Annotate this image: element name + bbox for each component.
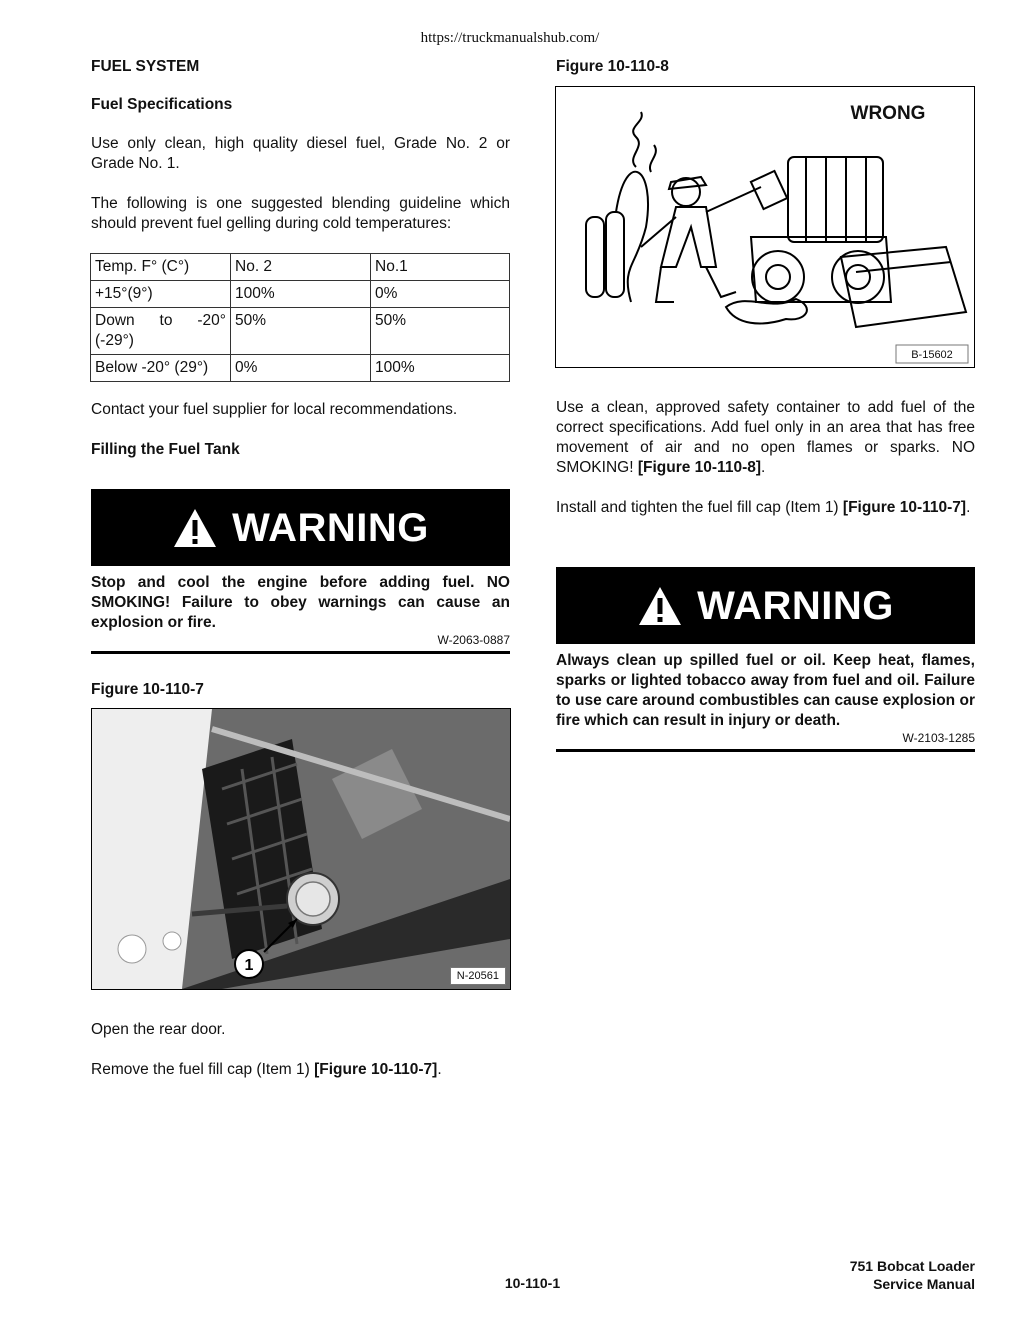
- wrong-refuel-drawing: [556, 87, 974, 367]
- table-row: [91, 281, 510, 308]
- install-cap-paragraph: [556, 498, 975, 518]
- step-punct: .: [437, 1061, 442, 1078]
- table-cell: Below -20° (29°): [91, 355, 231, 382]
- divider: [91, 651, 510, 654]
- page-number: 10-110-1: [504, 1275, 561, 1291]
- table-header-cell: No.1: [371, 254, 510, 281]
- figure-reference[interactable]: [Figure 10-110-7]: [842, 499, 967, 516]
- warning-text: Always clean up spilled fuel or oil. Keep heat, flames, sparks or lighted tobacco away from fuel and oil. Failure to use care around combustibles can cause explosion or fire which can result in injury or death.: [556, 652, 975, 729]
- warning-code: W-2063-0887: [437, 633, 510, 647]
- step-open-door: Open the rear door.: [91, 1021, 226, 1038]
- wrong-refuel-illustration: [555, 86, 975, 368]
- figure-reference[interactable]: [Figure 10-110-7]: [314, 1061, 438, 1078]
- table-header-cell: Temp. F° (C°): [91, 254, 231, 281]
- step-text: Remove the fuel fill cap (Item 1): [91, 1061, 315, 1078]
- table-row: [91, 308, 510, 355]
- warning-label: WARNING: [697, 583, 894, 628]
- figure-reference[interactable]: [Figure 10-110-8]: [637, 459, 762, 476]
- table-cell: 100%: [231, 281, 371, 308]
- table-header-cell: No. 2: [231, 254, 371, 281]
- section-title: FUEL SYSTEM: [91, 58, 200, 75]
- subsection-title: Fuel Specifications: [91, 96, 233, 113]
- callout-number: 1: [244, 957, 254, 974]
- table-row: [91, 355, 510, 382]
- blending-table: [90, 253, 510, 382]
- paragraph-punct: .: [966, 499, 971, 516]
- step-remove-cap: [91, 1060, 510, 1080]
- divider: [556, 749, 975, 752]
- blending-paragraph: The following is one suggested blending guideline which should prevent fuel gelling during cold temperatures:: [91, 195, 510, 232]
- figure-tag: B-15602: [911, 349, 953, 361]
- table-cell: +15°(9°): [91, 281, 231, 308]
- container-paragraph: [556, 398, 975, 478]
- warning-label: WARNING: [232, 505, 429, 550]
- table-cell: 50%: [371, 308, 510, 355]
- warning-triangle-icon: [172, 507, 218, 549]
- supplier-paragraph: Contact your fuel supplier for local recommendations.: [91, 401, 458, 418]
- table-cell: 100%: [371, 355, 510, 382]
- warning-banner: [556, 567, 975, 644]
- figure-label: Figure 10-110-7: [91, 681, 204, 698]
- fuel-grade-paragraph: Use only clean, high quality diesel fuel, Grade No. 2 or Grade No. 1.: [91, 135, 510, 172]
- fuel-cap-photo: [91, 708, 511, 990]
- table-cell: 0%: [371, 281, 510, 308]
- fuel-cap-photo-image: [92, 709, 510, 989]
- paragraph-punct: .: [761, 459, 766, 476]
- wrong-label: WRONG: [850, 103, 926, 124]
- warning-code: W-2103-1285: [902, 731, 975, 745]
- manual-title-line: Service Manual: [873, 1276, 975, 1292]
- table-cell: 0%: [231, 355, 371, 382]
- warning-triangle-icon: [637, 585, 683, 627]
- manual-title-line: 751 Bobcat Loader: [849, 1258, 975, 1274]
- warning-banner: [91, 489, 510, 566]
- table-cell: Down to -20° (-29°): [91, 308, 231, 355]
- warning-text: Stop and cool the engine before adding fuel. NO SMOKING! Failure to obey warnings can cause an explosion or fire.: [91, 574, 510, 631]
- figure-tag: N-20561: [450, 967, 506, 985]
- figure-label: Figure 10-110-8: [556, 58, 669, 75]
- table-cell: 50%: [231, 308, 371, 355]
- header-url[interactable]: https://truckmanualshub.com/: [420, 30, 600, 46]
- paragraph-text: Install and tighten the fuel fill cap (Item 1): [556, 499, 843, 516]
- manual-title: [850, 1257, 975, 1293]
- filling-title: Filling the Fuel Tank: [91, 441, 240, 458]
- table-header-row: [91, 254, 510, 281]
- paragraph-text: Use a clean, approved safety container to add fuel of the correct specifications. Add fuel only in an area that has free movement of air and no open flames or sparks. NO SMOKING!: [556, 399, 975, 476]
